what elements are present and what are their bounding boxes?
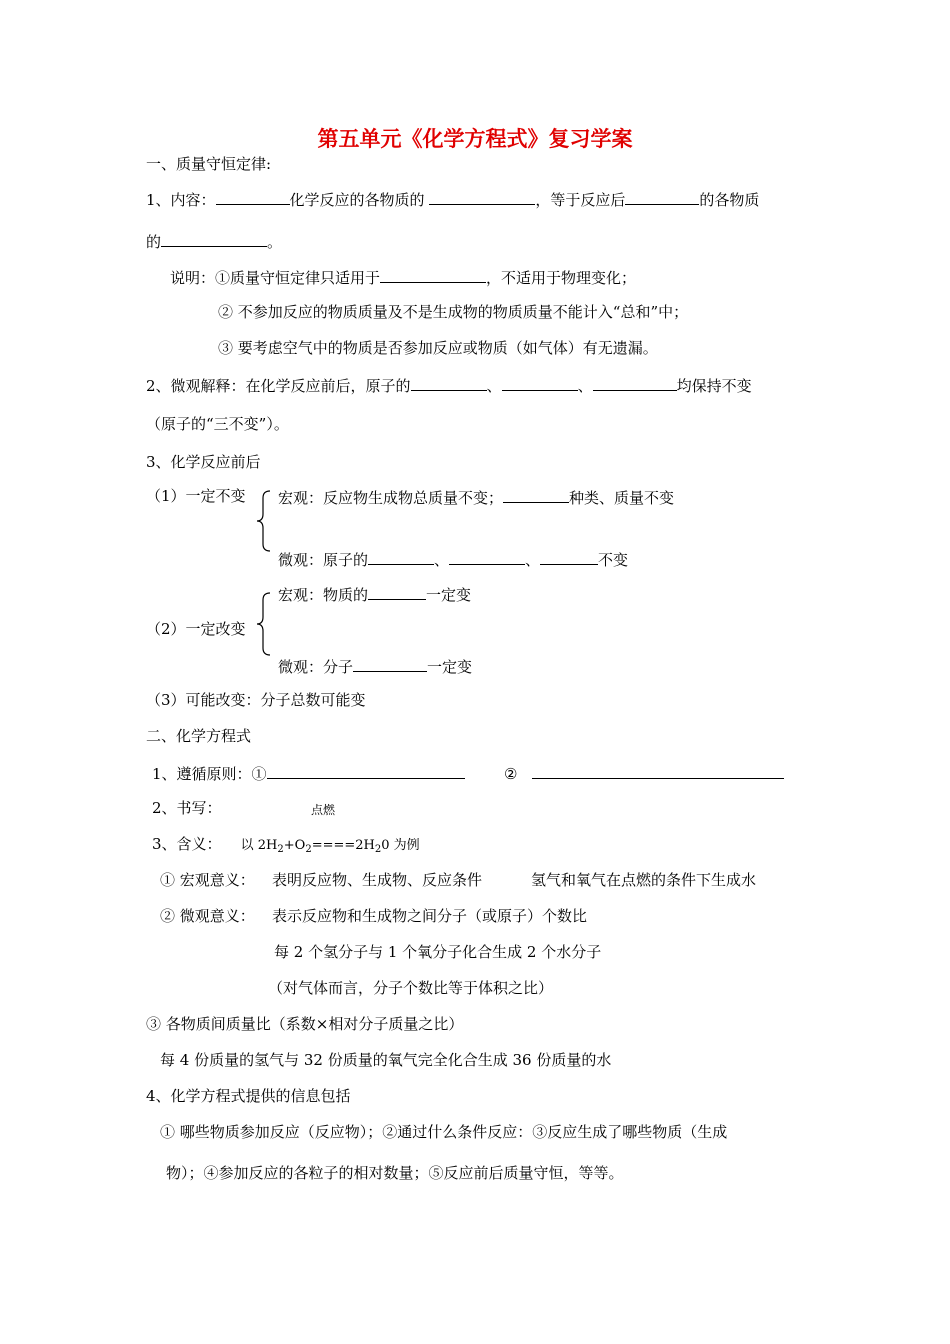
meaning-line bbox=[152, 834, 420, 860]
equation-part: 0 为例 bbox=[381, 838, 420, 853]
micro-text: 微观：原子的 bbox=[278, 551, 369, 569]
content-line-1 bbox=[146, 188, 759, 210]
blank-field[interactable] bbox=[593, 374, 677, 391]
left-brace-icon bbox=[256, 592, 272, 656]
subscript: 2 bbox=[305, 844, 312, 855]
macro-text: 宏观：反应物生成物总质量不变； bbox=[278, 489, 504, 507]
blank-field[interactable] bbox=[411, 374, 487, 391]
unchanged-micro bbox=[278, 548, 628, 570]
content-text: 。 bbox=[267, 233, 283, 251]
separator: 、 bbox=[525, 551, 541, 569]
note-text: 说明：①质量守恒定律只适用于 bbox=[170, 269, 381, 287]
principle-line bbox=[152, 762, 465, 784]
content-text: 的各物质 bbox=[699, 191, 760, 209]
mass-ratio-example: 每 4 份质量的氢气与 32 份质量的氧气完全化合生成 36 份质量的水 bbox=[160, 1051, 612, 1069]
page-title: 第五单元《化学方程式》复习学案 bbox=[317, 126, 633, 151]
subscript: 2 bbox=[277, 844, 284, 855]
principle-text: 1、遵循原则：① bbox=[152, 765, 267, 783]
blank-field[interactable] bbox=[368, 583, 426, 600]
blank-field[interactable] bbox=[449, 548, 525, 565]
blank-field[interactable] bbox=[502, 374, 578, 391]
macro-meaning-text: 表明反应物、生成物、反应条件 bbox=[272, 871, 483, 889]
blank-field[interactable] bbox=[368, 548, 434, 565]
content-text: ，等于反应后 bbox=[535, 191, 626, 209]
equation bbox=[241, 838, 420, 853]
equation-part: 以 2H bbox=[240, 838, 278, 853]
section1-heading: 一、质量守恒定律: bbox=[146, 155, 272, 173]
meaning-text: 3、含义： bbox=[152, 835, 222, 853]
blank-field[interactable] bbox=[429, 188, 535, 205]
note-1 bbox=[170, 266, 636, 288]
blank-field[interactable] bbox=[540, 548, 598, 565]
note-3: ③ 要考虑空气中的物质是否参加反应或物质（如气体）有无遗漏。 bbox=[218, 339, 658, 357]
writing-line: 2、书写： bbox=[152, 799, 222, 817]
blank-field[interactable] bbox=[267, 762, 465, 779]
reaction-condition: 点燃 bbox=[311, 803, 336, 817]
unchanged-label: （1）一定不变 bbox=[146, 487, 246, 505]
micro-text: 2、微观解释：在化学反应前后，原子的 bbox=[146, 377, 411, 395]
blank-field[interactable] bbox=[353, 655, 427, 672]
macro-text: 种类、质量不变 bbox=[569, 489, 675, 507]
separator: 、 bbox=[486, 377, 502, 395]
possibly-changed: （3）可能改变：分子总数可能变 bbox=[146, 691, 366, 709]
micro-text: 一定变 bbox=[427, 658, 473, 676]
note-text: ，不适用于物理变化； bbox=[486, 269, 637, 287]
macro-text: 宏观：物质的 bbox=[278, 586, 369, 604]
blank-field[interactable] bbox=[216, 188, 290, 205]
changed-label: （2）一定改变 bbox=[146, 620, 246, 638]
mass-ratio-label: ③ 各物质间质量比（系数×相对分子质量之比） bbox=[146, 1015, 464, 1033]
micro-explanation-line-1 bbox=[146, 374, 752, 396]
section2-heading: 二、化学方程式 bbox=[146, 727, 252, 745]
subscript: 2 bbox=[374, 844, 382, 855]
macro-meaning-example: 氢气和氧气在点燃的条件下生成水 bbox=[531, 871, 757, 889]
content-line-2 bbox=[146, 230, 282, 252]
micro-meaning-example: 每 2 个氢分子与 1 个氧分子化合生成 2 个水分子 bbox=[274, 943, 602, 961]
note-2: ② 不参加反应的物质质量及不是生成物的物质质量不能计入“总和”中； bbox=[218, 303, 689, 321]
left-brace-icon bbox=[256, 490, 272, 552]
micro-explanation-line-2: （原子的“三不变”）。 bbox=[146, 415, 289, 433]
principle-2 bbox=[504, 762, 784, 784]
before-after-heading: 3、化学反应前后 bbox=[146, 453, 261, 471]
content-text: 化学反应的各物质的 bbox=[289, 191, 425, 209]
content-text: 的 bbox=[146, 233, 162, 251]
changed-macro bbox=[278, 583, 471, 605]
blank-field[interactable] bbox=[503, 486, 569, 503]
info-line-1: ① 哪些物质参加反应（反应物）；②通过什么条件反应：③反应生成了哪些物质（生成 bbox=[160, 1123, 728, 1141]
micro-text: 微观：分子 bbox=[278, 658, 354, 676]
macro-meaning-label: ① 宏观意义： bbox=[160, 871, 255, 889]
unchanged-macro bbox=[278, 486, 674, 508]
macro-text: 一定变 bbox=[426, 586, 472, 604]
equation-part: +O bbox=[283, 838, 306, 853]
blank-field[interactable] bbox=[532, 762, 784, 779]
blank-field[interactable] bbox=[380, 266, 486, 283]
content-prefix: 1、内容： bbox=[146, 191, 216, 209]
micro-meaning-text: 表示反应物和生成物之间分子（或原子）个数比 bbox=[272, 907, 588, 925]
micro-text: 不变 bbox=[598, 551, 629, 569]
blank-field[interactable] bbox=[625, 188, 699, 205]
equation-part: ====2H bbox=[311, 838, 375, 853]
micro-meaning-label: ② 微观意义： bbox=[160, 907, 255, 925]
separator: 、 bbox=[434, 551, 450, 569]
info-heading: 4、化学方程式提供的信息包括 bbox=[146, 1087, 351, 1105]
info-line-2: 物）；④参加反应的各粒子的相对数量；⑤反应前后质量守恒，等等。 bbox=[166, 1164, 624, 1182]
separator: 、 bbox=[577, 377, 593, 395]
changed-micro bbox=[278, 655, 472, 677]
principle-text: ② bbox=[504, 765, 518, 783]
blank-field[interactable] bbox=[161, 230, 267, 247]
micro-text: 均保持不变 bbox=[676, 377, 752, 395]
micro-meaning-note: （对气体而言，分子个数比等于体积之比） bbox=[268, 979, 554, 997]
